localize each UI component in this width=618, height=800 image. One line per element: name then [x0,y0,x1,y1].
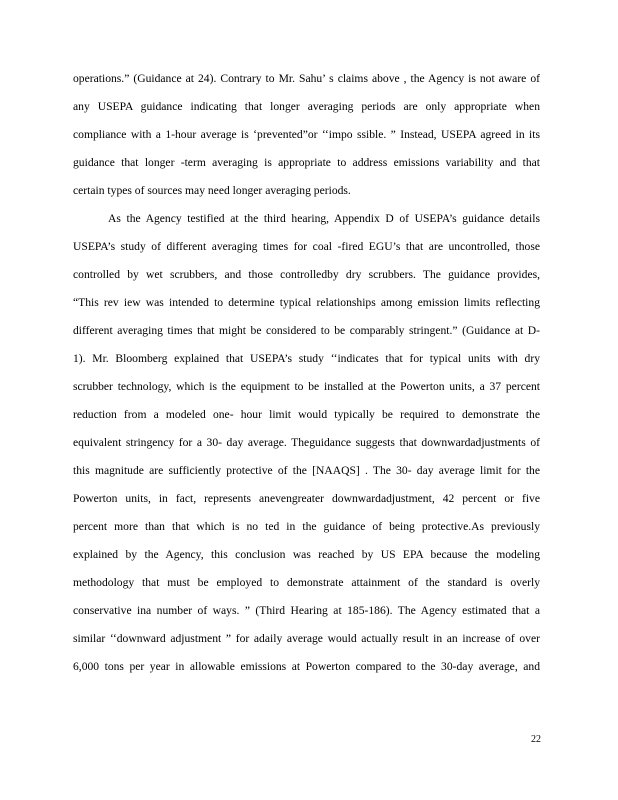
text-line: 1). Mr. Bloomberg explained that USEPA’s study ‘‘indicates that for typical units with dry [73,352,540,365]
text-line: conservative ina number of ways. ” (Third Hearing at 185-186). The Agency estimated that a [73,604,540,617]
text-line: operations.” (Guidance at 24). Contrary to Mr. Sahu’ s claims above , the Agency is not aware of [73,72,540,85]
text-line: “This rev iew was intended to determine typical relationships among emission limits reflecting [73,296,540,309]
page-number: 22 [531,734,541,745]
text-line: controlled by wet scrubbers, and those controlledby dry scrubbers. The guidance provides, [73,268,540,281]
text-line: compliance with a 1-hour average is ‘prevented”or ‘‘impo ssible. ” Instead, USEPA agreed in its [73,128,540,141]
text-line: percent more than that which is no ted in the guidance of being protective.As previously [73,520,540,533]
text-line: As the Agency testified at the third hearing, Appendix D of USEPA’s guidance details [108,212,540,225]
text-line: Powerton units, in fact, represents anevengreater downwardadjustment, 42 percent or five [73,492,540,505]
text-line: any USEPA guidance indicating that longer averaging periods are only appropriate when [73,100,540,113]
text-line: equivalent stringency for a 30- day average. Theguidance suggests that downwardadjustments of [73,436,540,449]
text-line: methodology that must be employed to demonstrate attainment of the standard is overly [73,576,540,589]
text-line: certain types of sources may need longer averaging periods. [73,184,351,197]
text-line: reduction from a modeled one- hour limit would typically be required to demonstrate the [73,408,540,421]
text-line: similar ‘‘downward adjustment ” for adaily average would actually result in an increase of over [73,632,540,645]
text-line: guidance that longer -term averaging is appropriate to address emissions variability and that [73,156,540,169]
text-line: scrubber technology, which is the equipment to be installed at the Powerton units, a 37 percent [73,380,540,393]
text-line: different averaging times that might be considered to be comparably stringent.” (Guidance at D- [73,324,540,337]
text-line: 6,000 tons per year in allowable emissions at Powerton compared to the 30-day average, and [73,660,540,673]
text-line: this magnitude are sufficiently protective of the [NAAQS] . The 30- day average limit for the [73,464,540,477]
text-line: USEPA’s study of different averaging times for coal -fired EGU’s that are uncontrolled, those [73,240,540,253]
text-line: explained by the Agency, this conclusion was reached by US EPA because the modeling [73,548,540,561]
